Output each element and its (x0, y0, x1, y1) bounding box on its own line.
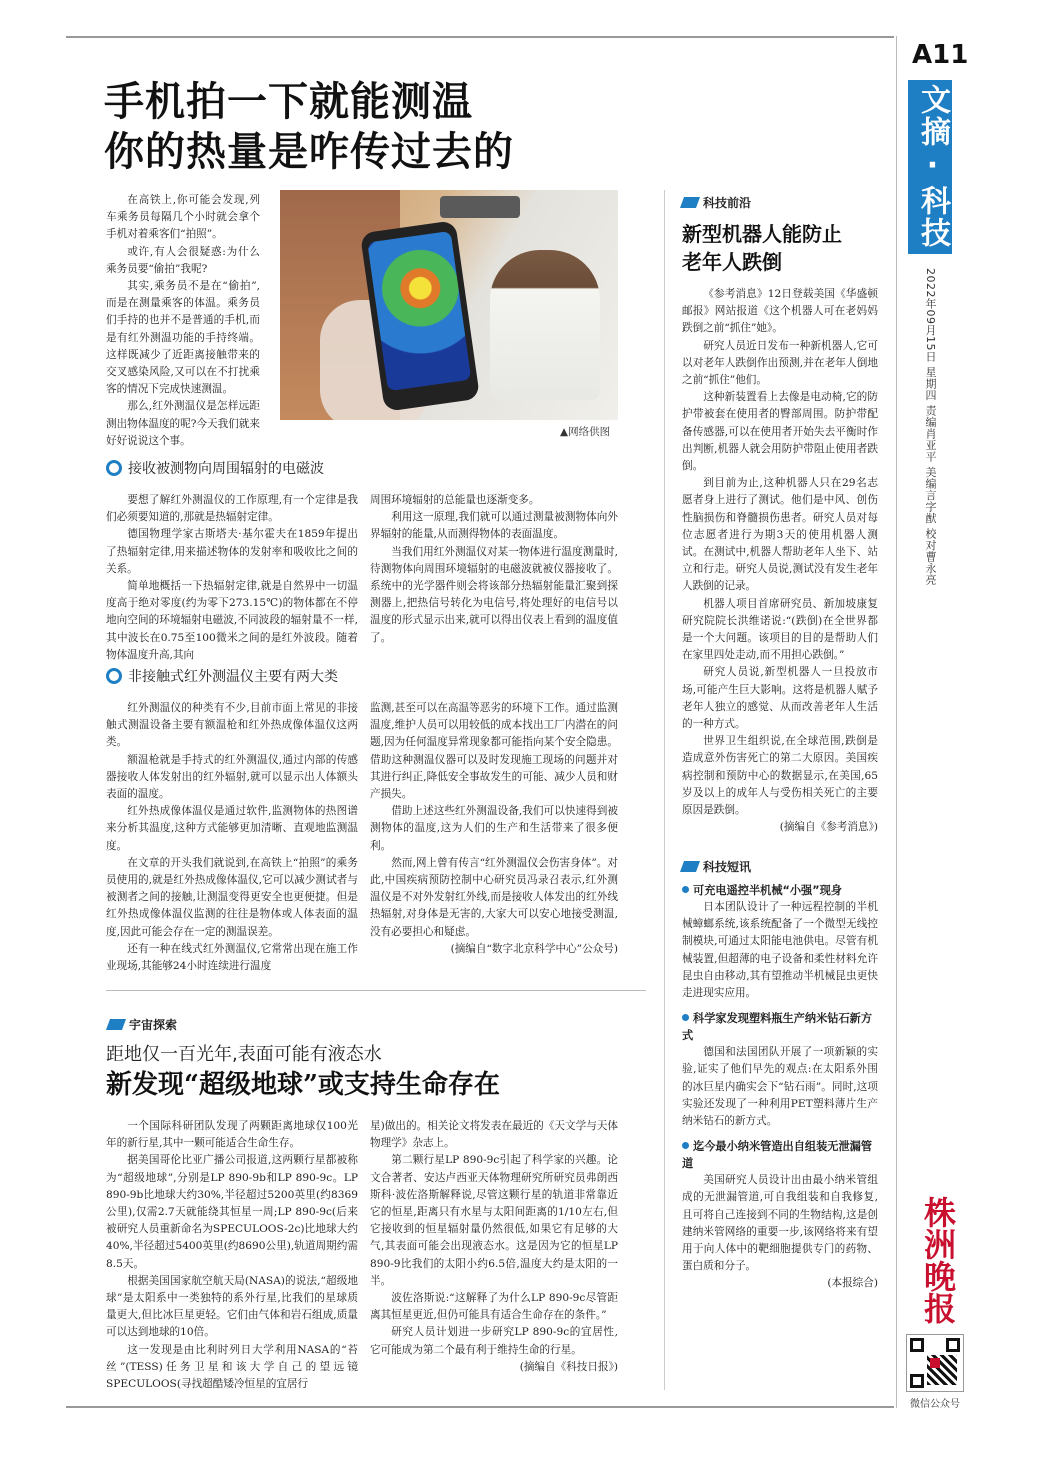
section2-left-p3: 红外热成像体温仪是通过软件,监测物体的热图谱来分析其温度,这种方式能够更加清晰、直观地监测温度。 (106, 805, 358, 852)
brief-title (682, 882, 878, 899)
tag-marker-icon (680, 861, 700, 872)
space-right-p3: 波佐洛斯说:“这解释了为什么LP 890-9c尽管距离其恒星更近,但仍可能具有适合生命存在的条件。” (370, 1292, 618, 1322)
briefs-list (682, 882, 878, 1293)
space-left-p1: 一个国际科研团队发现了两颗距离地球仅100光年的新行星,其中一颗可能适合生命生存。 (106, 1120, 358, 1150)
section2-source: (摘编自“数字北京科学中心”公众号) (450, 942, 618, 955)
tag-marker-icon (680, 197, 700, 208)
robot-p5: 机器人项目首席研究员、新加坡康复研究院院长洪维诺说:“(跌倒)在全世界都是一个大问题。该项目的目的是帮助人们在家里四处走动,而不用担心跌倒。” (682, 597, 878, 662)
qr-code-icon[interactable] (906, 1334, 964, 1392)
lead-title-line2: 你的热量是咋传过去的 (104, 128, 514, 175)
section2-heading (106, 666, 338, 686)
lead-title-line1: 手机拍一下就能测温 (104, 78, 473, 125)
brief-title-text: 迄今最小纳米管造出自组装无泄漏管道 (682, 1140, 873, 1171)
section1-right-p2: 利用这一原理,我们就可以通过测量被测物体向外界辐射的能量,从而测得物体的表面温度。 (370, 511, 618, 541)
section1-left-column (106, 492, 358, 664)
space-right-p2: 第二颗行星LP 890-9c引起了科学家的兴趣。论文合著者、安达卢西亚天体物理研究所研究员弗朗西斯科·波佐洛斯解释说,尽管这颗行星的轨道非常靠近它的恒星,距离只有水星与太阳间距离的1/10左右,但它接收到的恒星辐射量仍然很低,如果它有足够的大气,其表面可能会出现液态水。这是因为它的恒星LP 890-9比我们的太阳小约6.5倍,温度大约是太阳的一半。 (370, 1154, 618, 1287)
space-tag (108, 1016, 177, 1033)
section1-right-column (370, 492, 618, 647)
section1-right-p1: 周围环境辐射的总能量也逐渐变多。 (370, 494, 540, 506)
robot-p1: 《参考消息》12日登载美国《华盛顿邮报》网站报道《这个机器人可在老妈妈跌倒之前“抓住”她》。 (682, 288, 878, 335)
space-title: 新发现“超级地球”或支持生命存在 (106, 1070, 500, 1100)
section2-right-column (370, 700, 618, 958)
qr-caption: 微信公众号 (910, 1399, 960, 1410)
bottom-rule (66, 1406, 894, 1408)
tag-marker-icon (106, 1019, 126, 1030)
space-left-p4: 这一发现是由比利时列日大学利用NASA的“苔丝”(TESS)任务卫星和该大学自己的望远镜SPECULOOS(寻找超酷矮冷恒星的宜居行 (106, 1343, 358, 1391)
qr-finder-tr (946, 1338, 960, 1352)
brief-item (682, 1138, 878, 1292)
robot-source: (摘编自《参考消息》) (779, 821, 878, 834)
photo-passenger (490, 250, 600, 400)
robot-title-line1: 新型机器人能防止 (682, 222, 842, 246)
brief-body (682, 899, 878, 1002)
brief-title (682, 1138, 878, 1172)
briefs-tag (682, 858, 751, 875)
section1-left-p1: 要想了解红外测温仪的工作原理,有一个定律是我们必须要知道的,那就是热辐射定律。 (106, 494, 358, 524)
brief-title-text: 科学家发现塑料瓶生产纳米钻石新方式 (682, 1012, 873, 1043)
space-right-column (370, 1118, 618, 1376)
robot-body (682, 286, 878, 837)
lead-intro (106, 192, 260, 450)
section-label: 文摘·科技 (915, 84, 950, 249)
section2-left-p2: 额温枪就是手持式的红外测温仪,通过内部的传感器接收人体发射出的红外辐射,就可以显示出人体额头表面的温度。 (106, 753, 358, 801)
brief-body-text: 德国和法国团队开展了一项新颖的实验,证实了他们早先的观点:在太阳系外围的冰巨星内确实会下“钻石雨”。同时,这项实验还发现了一种利用PET塑料薄片生产纳米钻石的新方式。 (682, 1046, 878, 1128)
lead-bottom-rule (106, 990, 646, 991)
section1-left-p3: 简单地概括一下热辐射定律,就是自然界中一切温度高于绝对零度(约为零下273.15℃)的物体都在不停地向空间的环境辐射电磁波,不同波段的辐射量不一样,其中波长在0.75至100微米之间的是红外波段。随着物体温度升高,其向 (106, 580, 358, 661)
section2-right-p1: 监测,甚至可以在高温等恶劣的环境下工作。通过监测温度,维护人员可以用较低的成本找出工厂内潜在的问题,因为任何温度异常现象都可能指向某个安全隐患。借助这种测温仪器可以及时发现施工现场的问题并对其进行纠正,降低安全事故发生的可能、减少人员和财产损失。 (370, 702, 618, 801)
lead-intro-p3: 其实,乘务员不是在“偷拍”,而是在测量乘客的体温。乘务员们手持的也并不是普通的手机,而是有红外测温功能的手持终端。这样既减少了近距离接触带来的交叉感染风险,又可以在不打扰乘客的情况下完成快速测温。 (106, 280, 260, 396)
qr-finder-tl (910, 1338, 924, 1352)
section1-heading-text: 接收被测物向周围辐射的电磁波 (128, 461, 324, 477)
brief-item (682, 882, 878, 1002)
brief-title-text: 可充电遥控半机械“小强”现身 (693, 884, 842, 897)
section2-left-p4: 在文章的开头我们就说到,在高铁上“拍照”的乘务员使用的,就是红外热成像体温仪,它可以减少测试者与被测者之间的接触,让测温变得更安全也更便捷。但是红外热成像体温仪监测的往往是物体或人体表面的温度,因此可能会存在一定的测温误差。 (106, 856, 358, 938)
lead-intro-p4: 那么,红外测温仪是怎样远距测出物体温度的呢?今天我们就来好好说说这个事。 (106, 400, 260, 447)
page-number: A11 (912, 40, 969, 70)
lead-intro-p1: 在高铁上,你可能会发现,列车乘务员每隔几个小时就会拿个手机对着乘客们“拍照”。 (106, 194, 260, 241)
lead-intro-p2: 或许,有人会很疑惑:为什么乘务员要“偷拍”我呢? (106, 245, 260, 275)
section2-right-p3: 然而,网上曾有传言“红外测温仪会伤害身体”。对此,中国疾病预防控制中心研究员冯录召表示,红外测温仪是不对外发射红外线,而是接收人体发出的红外线热辐射,对身体是无害的,大家大可以安心地接受测温,没有必要担心和疑虑。 (370, 856, 618, 938)
robot-p7: 世界卫生组织说,在全球范围,跌倒是造成意外伤害死亡的第二大原因。美国疾病控制和预防中心的数据显示,在美国,65岁及以上的成年人与受伤相关死亡的主要原因是跌倒。 (682, 735, 878, 817)
dot-bullet-icon (682, 1142, 689, 1149)
dateline: 2022年09月15日 星期四 责编肖亚平 美编言字猷 校对曹永亮 (924, 268, 937, 586)
robot-p3: 这种新装置看上去像是电动椅,它的防护带被套在使用者的臀部周围。防护带配备传感器,可以在使用者开始失去平衡时作出判断,机器人就会用防护带阻止使用者跌倒。 (682, 391, 878, 473)
thermal-camera-module (440, 196, 520, 218)
space-right-p1: 星)做出的。相关论文将发表在最近的《天文学与天体物理学》杂志上。 (370, 1120, 618, 1150)
section1-right-p3: 当我们用红外测温仪对某一物体进行温度测量时,待测物体向周围环境辐射的电磁波就被仪器接收了。系统中的光学器件则会将该部分热辐射能量汇聚到探测器上,把热信号转化为电信号,将处理好的电信号以温度的形式显示出来,就可以得出仪表上看到的温度值了。 (370, 545, 618, 644)
space-right-p4: 研究人员计划进一步研究LP 890-9c的宜居性,它可能成为第二个最有利于维持生命的行星。 (370, 1326, 618, 1356)
robot-tag-text: 科技前沿 (703, 196, 752, 210)
section2-right-p2: 借助上述这些红外测温设备,我们可以快速得到被测物体的温度,这为人们的生产和生活带来了很多便利。 (370, 805, 618, 852)
dot-bullet-icon (682, 886, 689, 893)
photo-credit: ▲网络供图 (560, 426, 611, 438)
section1-heading (106, 458, 324, 478)
space-tag-text: 宇宙探索 (129, 1018, 178, 1032)
newspaper-logo: 株洲晚报 (919, 1196, 957, 1324)
right-rule (896, 36, 897, 1408)
section2-left-p5: 还有一种在线式红外测温仪,它常常出现在施工作业现场,其能够24小时连续进行温度 (106, 942, 358, 973)
space-left-column (106, 1118, 358, 1393)
brief-body-text: 美国研究人员设计出由最小纳米管组成的无泄漏管道,可自我组装和自我修复,且可将自己连接到不同的生物结构,这是创建纳米管网络的重要一步,该网络将来有望用于向人体中的靶细胞提供专门的药物、蛋白质和分子。 (682, 1174, 878, 1273)
column-divider (664, 190, 665, 1390)
dot-bullet-icon (682, 1014, 689, 1021)
circle-bullet-icon (106, 460, 122, 476)
space-subtitle: 距地仅一百光年,表面可能有液态水 (106, 1044, 382, 1065)
briefs-tag-text: 科技短讯 (703, 860, 752, 874)
brief-title (682, 1010, 878, 1044)
brief-item (682, 1010, 878, 1130)
brief-body (682, 1172, 878, 1292)
robot-p4: 到目前为止,这种机器人只在29名志愿者身上进行了测试。他们是中风、创伤性脑损伤和脊髓损伤患者。研究人员对每位志愿者进行为期3天的使用机器人测试。在测试中,机器人帮助老年人坐下、站立和行走。研究人员说,测试没有发生老年人跌倒的记录。 (682, 477, 878, 593)
qr-finder-bl (910, 1374, 924, 1388)
space-left-p2: 据美国哥伦比亚广播公司报道,这两颗行星都被称为“超级地球”,分别是LP 890-9b和LP 890-9c。LP 890-9b比地球大约30%,半径超过5200英里(约8369公里),仅需2.7天就能绕其恒星一周;LP 890-9c(后来被研究人员重新命名为SPECULOOS-2c)比地球大约40%,半径超过5400英里(约8690公里),轨道周期约需8.5天。 (106, 1154, 358, 1270)
briefs-source: (本报综合) (827, 1277, 878, 1290)
lead-photo (280, 190, 618, 420)
brief-body-text: 日本团队设计了一种远程控制的半机械蟑螂系统,该系统配备了一个微型无线控制模块,可通过太阳能电池供电。尽管有机械装置,但超薄的电子设备和柔性材料允许昆虫自由移动,其有望推动半机械昆虫更快走进现实应用。 (682, 901, 878, 1000)
thermal-screen (367, 231, 471, 391)
section1-left-p2: 德国物理学家古斯塔夫·基尔霍夫在1859年提出了热辐射定律,用来描述物体的发射率和吸收比之间的关系。 (106, 528, 358, 575)
robot-p6: 研究人员说,新型机器人一旦投放市场,可能产生巨大影响。这将是机器人赋予老年人独立的感觉、从而改善老年人生活的一种方式。 (682, 666, 878, 731)
qr-logo (930, 1358, 940, 1368)
brief-body (682, 1044, 878, 1130)
robot-p2: 研究人员近日发布一种新机器人,它可以对老年人跌倒作出预测,并在老年人倒地之前“抓住”他们。 (682, 339, 878, 387)
robot-tag (682, 194, 751, 211)
space-left-p3: 根据美国国家航空航天局(NASA)的说法,“超级地球”是太阳系中一类独特的系外行星,比我们的星球质量更大,但比冰巨星更轻。它们由气体和岩石组成,质量可以达到地球的10倍。 (106, 1274, 358, 1339)
section2-left-p1: 红外测温仪的种类有不少,目前市面上常见的非接触式测温设备主要有额温枪和红外热成像体温仪这两类。 (106, 702, 358, 749)
circle-bullet-icon (106, 668, 122, 684)
section2-left-column (106, 700, 358, 975)
section2-heading-text: 非接触式红外测温仪主要有两大类 (128, 669, 338, 685)
robot-title-line2: 老年人跌倒 (682, 250, 782, 274)
space-source: (摘编自《科技日报》) (519, 1360, 618, 1373)
top-rule (66, 36, 894, 38)
